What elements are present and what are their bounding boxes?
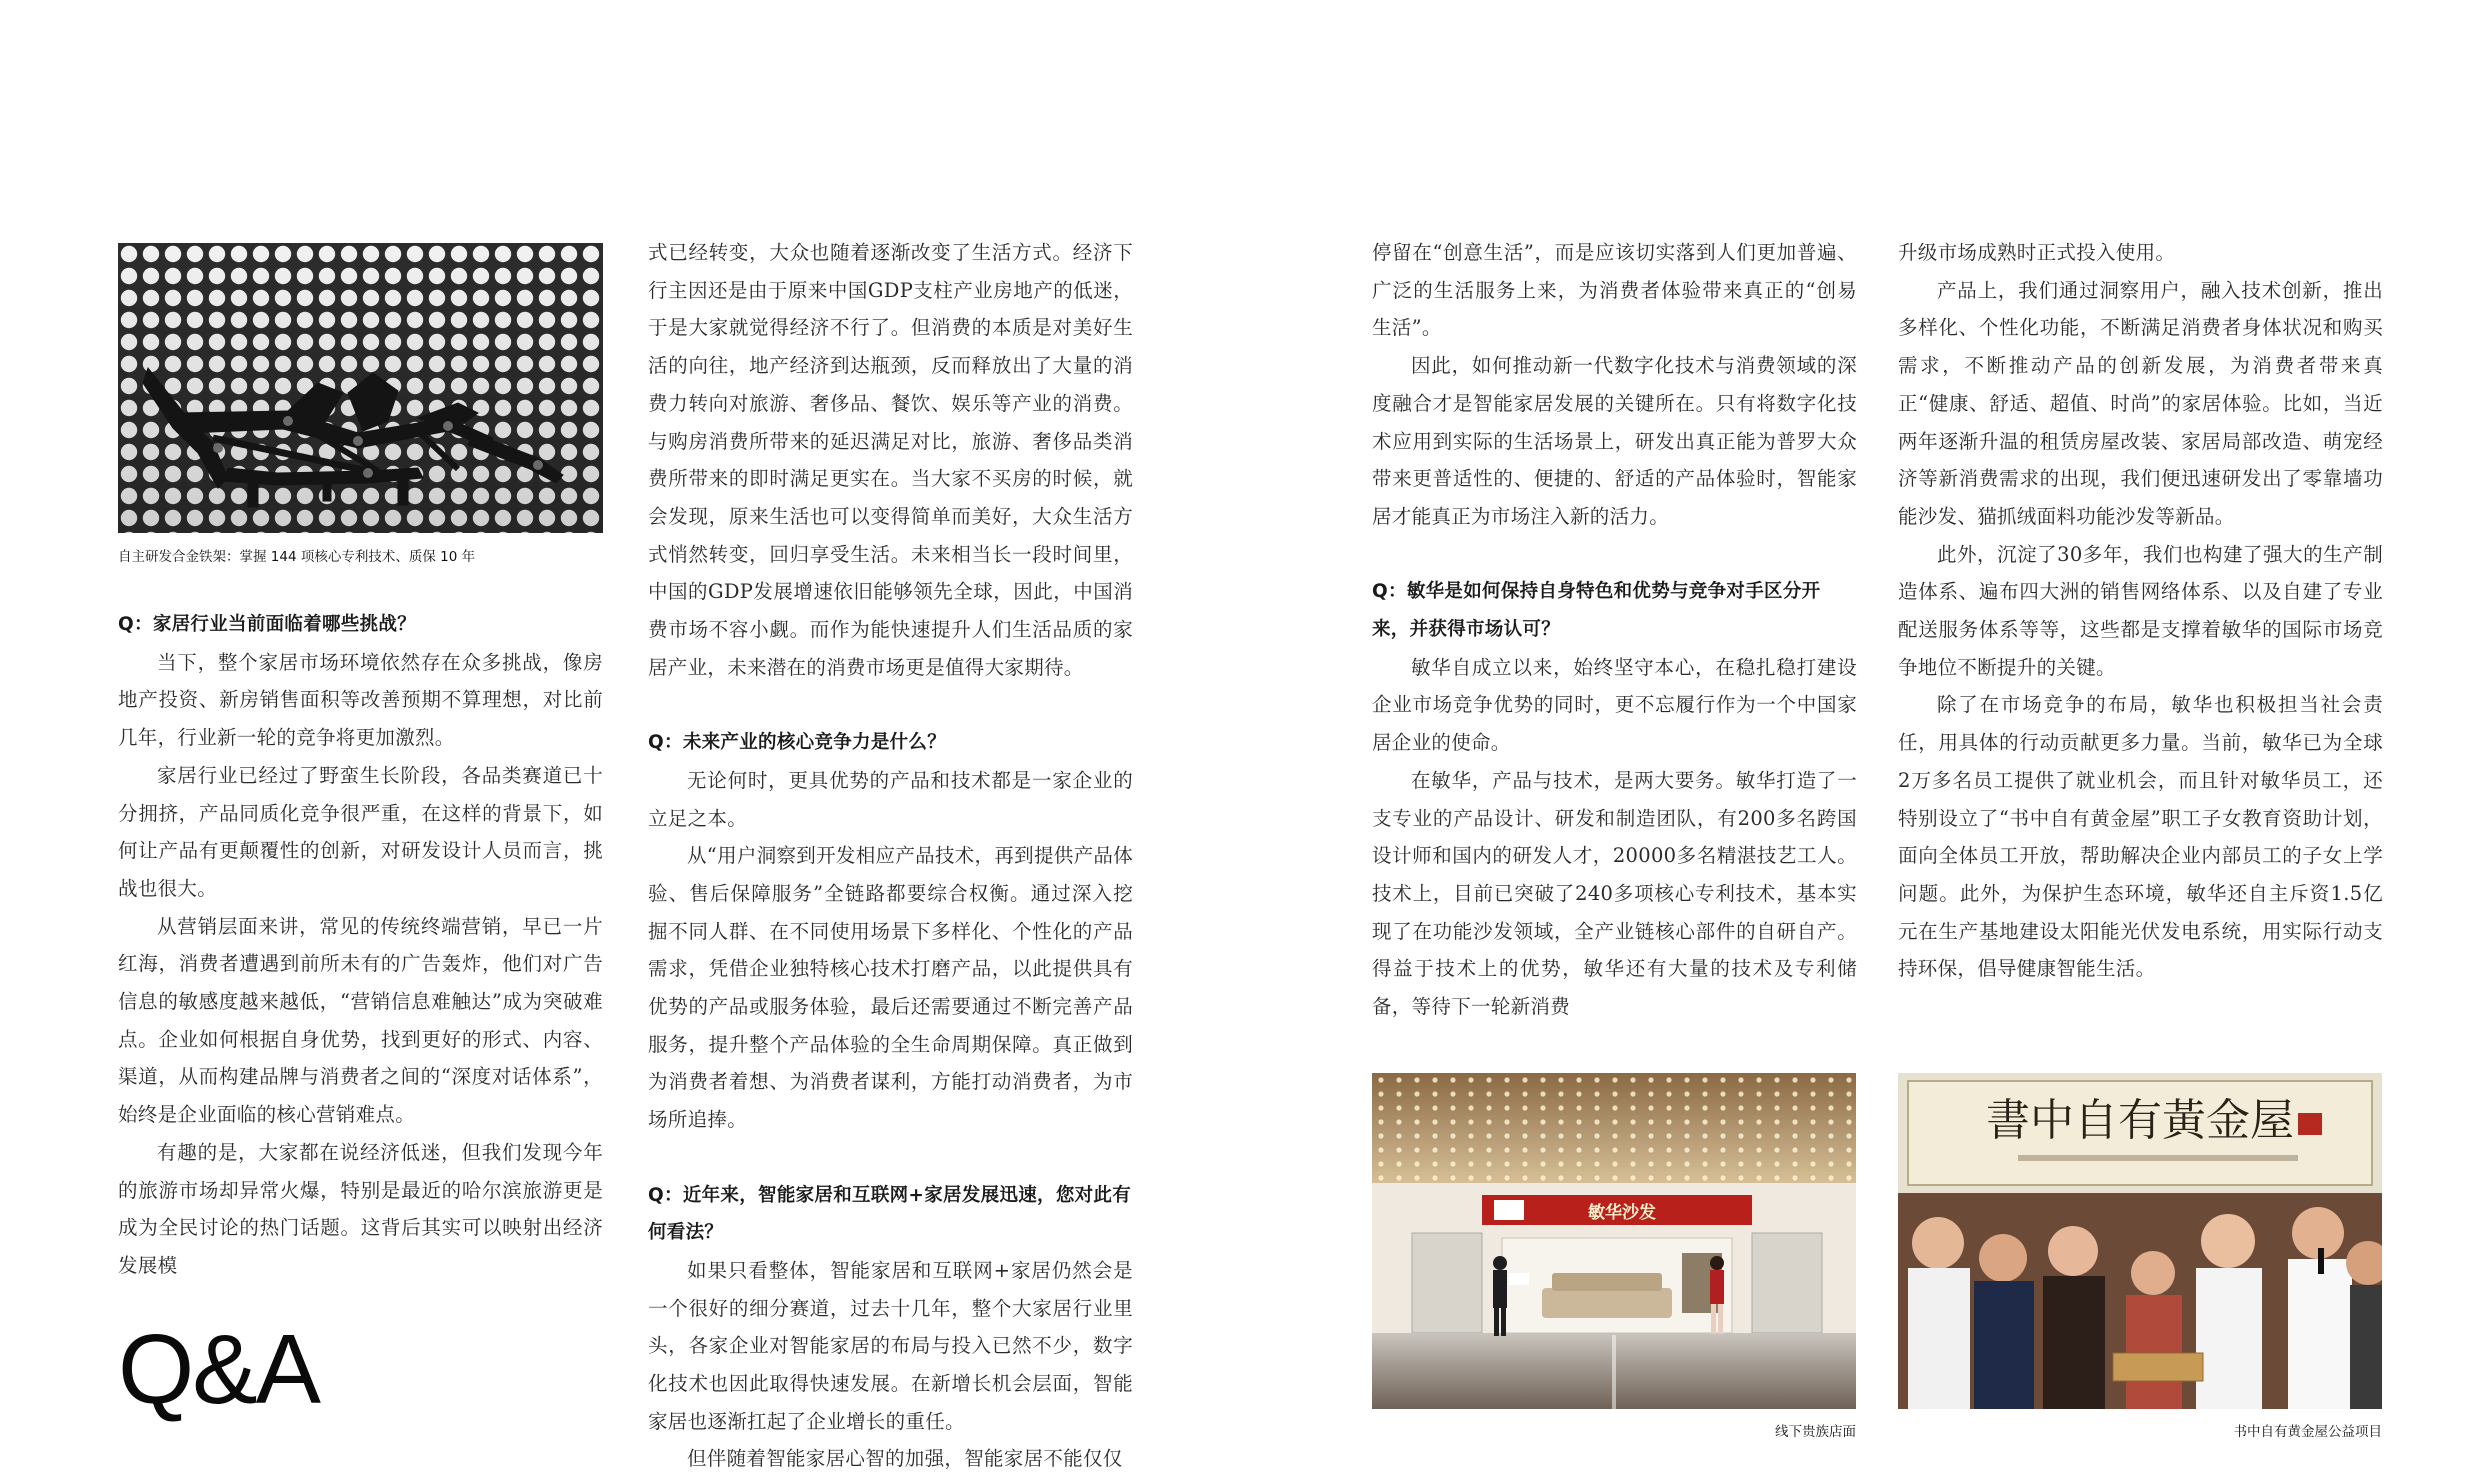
banner-calligraphy: 書中自有黃金屋 [1986,1095,2294,1146]
paragraph: 升级市场成熟时正式投入使用。 [1898,241,2176,264]
charity-event-photo [1898,1073,2382,1409]
paragraph: 从“用户洞察到开发相应产品技术，再到提供产品体验、售后保障服务”全链路都要综合权衡。通过深入挖掘不同人群、在不同使用场景下多样化、个性化的产品需求，凭借企业独特核心技术打磨产品，以此提供具有优势的产品或服务体验，最后还需要通过不断完善产品服务，提升整个产品体验的全生命周期保障。真正做到为消费者着想、为消费者谋利，方能打动消费者，为市场所追捧。 [648,844,1133,1132]
article-column-4 [1898,234,2383,988]
charity-illustration [1898,1073,2382,1409]
store-sign-text: 敏华沙发 [1588,1203,1656,1223]
page-title: Q&A [118,1314,319,1424]
article-column-3 [1372,234,1857,1026]
paragraph: 如果只看整体，智能家居和互联网+家居仍然会是一个很好的细分赛道，过去十几年，整个大家居行业里头，各家企业对智能家居的布局与投入已然不少，数字化技术也因此取得快速发展。在新增长机会层面，智能家居也逐渐扛起了企业增长的重任。 [648,1258,1133,1433]
recliner-mechanism-photo [118,243,603,533]
paragraph: 在敏华，产品与技术，是两大要务。敏华打造了一支专业的产品设计、研发和制造团队，有200多名跨国设计师和国内的研发人才，20000多名精湛技艺工人。技术上，目前已突破了240多项核心专利技术，基本实现了在功能沙发领域，全产业链核心部件的自研自产。得益于技术上的优势，敏华还有大量的技术及专利储备，等待下一轮新消费 [1372,768,1857,1019]
paragraph: 因此，如何推动新一代数字化技术与消费领域的深度融合才是智能家居发展的关键所在。只有将数字化技术应用到实际的生活场景上，研发出真正能为普罗大众带来更普适性的、便捷的、舒适的产品体验时，智能家居才能真正为市场注入新的活力。 [1372,354,1857,528]
paragraph: 无论何时，更具优势的产品和技术都是一家企业的立足之本。 [648,768,1133,830]
paragraph: 式已经转变，大众也随着逐渐改变了生活方式。经济下行主因还是由于原来中国GDP支柱产业房地产的低迷，于是大家就觉得经济不行了。但消费的本质是对美好生活的向往，地产经济到达瓶颈，反而释放出了大量的消费力转向对旅游、奢侈品、餐饮、娱乐等产业的消费。与购房消费所带来的延迟满足对比，旅游、奢侈品类消费所带来的即时满足更实在。当大家不买房的时候，就会发现，原来生活也可以变得简单而美好，大众生活方式悄然转变，回归享受生活。未来相当长一段时间里，中国的GDP发展增速依旧能够领先全球，因此，中国消费市场不容小觑。而作为能快速提升人们生活品质的家居产业，未来潜在的消费市场更是值得大家期待。 [648,241,1133,679]
article-column-2 [648,234,1133,1478]
article-column-1 [118,606,603,1285]
store-front-photo [1372,1073,1856,1409]
question-heading: Q：近年来，智能家居和互联网+家居发展迅速，您对此有何看法？ [648,1184,1132,1244]
paragraph: 有趣的是，大家都在说经济低迷，但我们发现今年的旅游市场却异常火爆，特别是最近的哈尔滨旅游更是成为全民讨论的热门话题。这背后其实可以映射出经济发展模 [118,1140,603,1277]
charity-caption: 书中自有黄金屋公益项目 [2233,1424,2382,1440]
paragraph: 产品上，我们通过洞察用户，融入技术创新，推出多样化、个性化功能，不断满足消费者身体状况和购买需求，不断推动产品的创新发展，为消费者带来真正“健康、舒适、超值、时尚”的家居体验。比如，当近两年逐渐升温的租赁房屋改装、家居局部改造、萌宠经济等新消费需求的出现，我们便迅速研发出了零靠墙功能沙发、猫抓绒面料功能沙发等新品。 [1898,278,2383,528]
question-heading: Q：敏华是如何保持自身特色和优势与竞争对手区分开来，并获得市场认可？ [1372,581,1821,641]
paragraph: 敏华自成立以来，始终坚守本心，在稳扎稳打建设企业市场竞争优势的同时，更不忘履行作为一个中国家居企业的使命。 [1372,655,1857,755]
store-caption: 线下贵族店面 [1775,1424,1856,1440]
recliner-frame-illustration [118,243,603,533]
paragraph: 家居行业已经过了野蛮生长阶段，各品类赛道已十分拥挤，产品同质化竞争很严重，在这样的背景下，如何让产品有更颠覆性的创新，对研发设计人员而言，挑战也很大。 [118,763,603,900]
paragraph: 除了在市场竞争的布局，敏华也积极担当社会责任，用具体的行动贡献更多力量。当前，敏华已为全球2万多名员工提供了就业机会，而且针对敏华员工，还特别设立了“书中自有黄金屋”职工子女教育资助计划，面向全体员工开放，帮助解决企业内部员工的子女上学问题。此外，为保护生态环境，敏华还自主斥资1.5亿元在生产基地建设太阳能光伏发电系统，用实际行动支持环保，倡导健康智能生活。 [1898,693,2383,981]
store-illustration [1372,1073,1856,1409]
paragraph: 但伴随着智能家居心智的加强，智能家居不能仅仅 [687,1447,1123,1471]
paragraph: 此外，沉淀了30多年，我们也构建了强大的生产制造体系、遍布四大洲的销售网络体系、以及自建了专业配送服务体系等等，这些都是支撑着敏华的国际市场竞争地位不断提升的关键。 [1898,542,2383,679]
question-heading: Q：未来产业的核心竞争力是什么？ [648,732,947,754]
question-heading: Q：家居行业当前面临着哪些挑战？ [118,614,417,635]
recliner-caption: 自主研发合金铁架：掌握 144 项核心专利技术、质保 10 年 [118,549,476,565]
paragraph: 从营销层面来讲，常见的传统终端营销，早已一片红海，消费者遭遇到前所未有的广告轰炸，他们对广告信息的敏感度越来越低，“营销信息难触达”成为突破难点。企业如何根据自身优势，找到更好的形式、内容、渠道，从而构建品牌与消费者之间的“深度对话体系”，始终是企业面临的核心营销难点。 [118,914,603,1127]
paragraph: 停留在“创意生活”，而是应该切实落到人们更加普遍、广泛的生活服务上来，为消费者体验带来真正的“创易生活”。 [1372,241,1857,340]
paragraph: 当下，整个家居市场环境依然存在众多挑战，像房地产投资、新房销售面积等改善预期不算理想，对比前几年，行业新一轮的竞争将更加激烈。 [118,650,603,750]
